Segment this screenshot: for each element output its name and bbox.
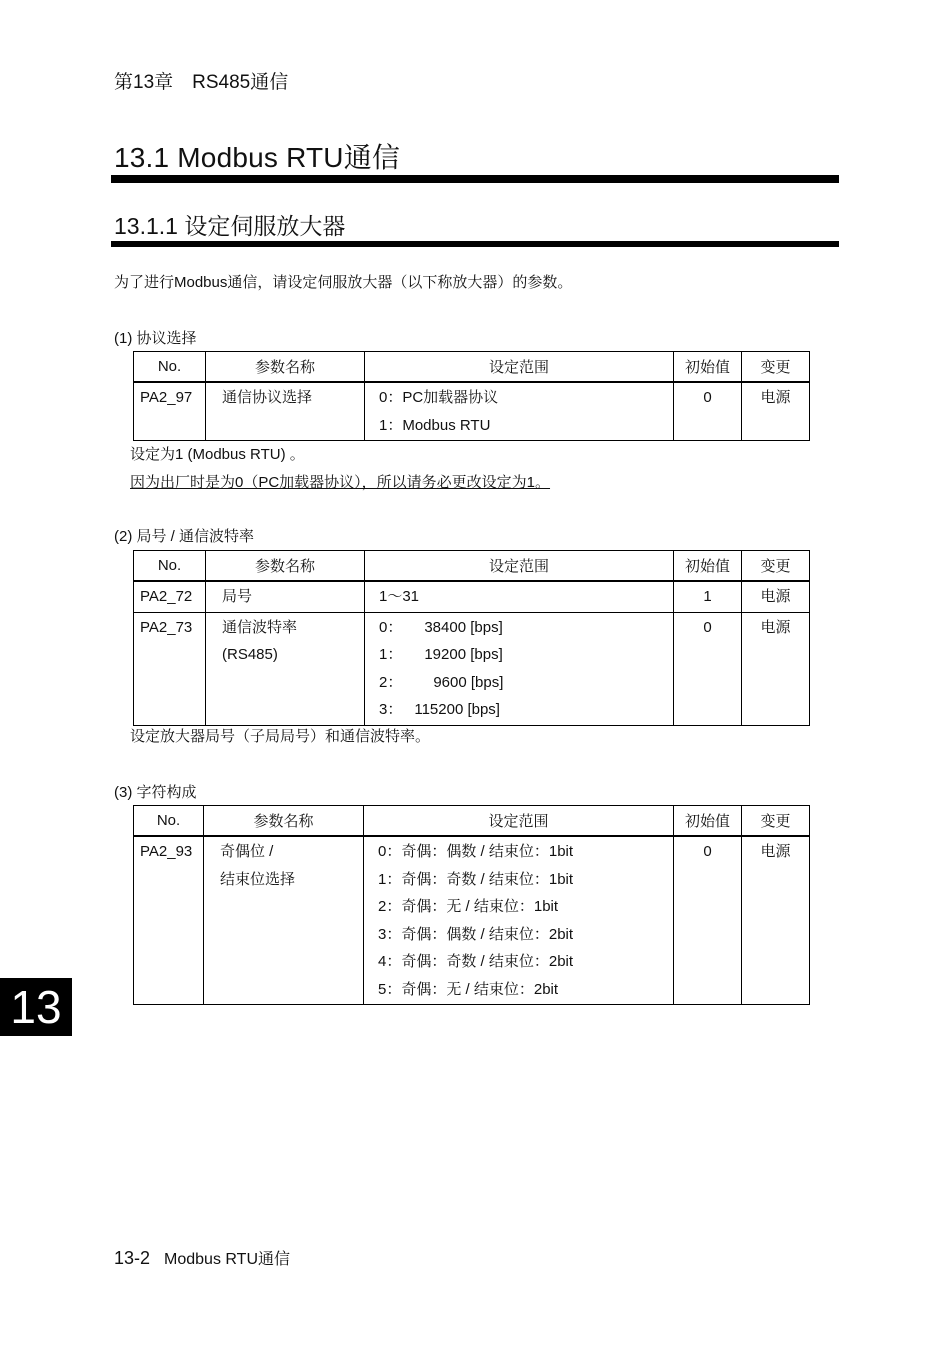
col-header-initial: 初始值	[674, 806, 742, 837]
range-key: 0：	[379, 618, 403, 636]
range-value: 9600 [bps]	[433, 673, 504, 691]
col-header-change: 变更	[742, 806, 810, 837]
param-name: 通信协议选择	[222, 389, 313, 406]
range-line: 5：奇偶：无 / 结束位：2bit	[378, 980, 559, 998]
range-key: 2：	[379, 673, 403, 691]
param-no: PA2_93	[140, 843, 193, 860]
page-number: 13-2	[114, 1248, 151, 1268]
range-line: 1～31	[379, 588, 420, 605]
item2-heading: (2) 局号 / 通信波特率	[114, 528, 255, 545]
range-line	[379, 696, 672, 724]
page-footer	[114, 1246, 290, 1269]
initial-value: 1	[703, 588, 712, 605]
item3-heading: (3) 字符构成	[114, 784, 197, 801]
col-header-range: 设定范围	[365, 551, 674, 582]
section-title: 13.1 Modbus RTU通信	[114, 142, 401, 173]
item1-note: 设定为1 (Modbus RTU) 。	[130, 446, 305, 463]
range-line	[379, 669, 672, 697]
param-no: PA2_72	[140, 588, 193, 605]
range-value: 19200 [bps]	[424, 646, 503, 663]
subsection-title: 13.1.1 设定伺服放大器	[114, 213, 346, 239]
table-row	[134, 382, 810, 441]
protocol-table	[133, 351, 810, 441]
change-condition: 电源	[760, 618, 791, 636]
range-line: 0：PC加载器协议	[379, 389, 499, 406]
col-header-name: 参数名称	[204, 806, 364, 837]
range-line: 1：Modbus RTU	[379, 416, 491, 434]
param-no: PA2_73	[140, 618, 193, 636]
initial-value: 0	[703, 389, 712, 406]
range-line: 0：奇偶：偶数 / 结束位：1bit	[378, 843, 574, 860]
col-header-name: 参数名称	[206, 352, 365, 383]
range-value: 115200 [bps]	[414, 701, 500, 718]
item1-warning-note: 因为出厂时是为0（PC加载器协议），所以请务必更改设定为1。	[130, 474, 551, 491]
col-header-name: 参数名称	[206, 551, 365, 582]
initial-value: 0	[703, 843, 712, 860]
chapter-header: 第13章 RS485通信	[114, 72, 289, 93]
table-row	[134, 581, 810, 612]
col-header-change: 变更	[742, 352, 810, 383]
param-name: 局号	[222, 588, 253, 605]
range-line	[379, 641, 672, 669]
col-header-initial: 初始值	[674, 352, 742, 383]
col-header-range: 设定范围	[365, 352, 674, 383]
param-name: 通信波特率	[222, 618, 298, 636]
param-name: 奇偶位 /	[220, 843, 274, 860]
change-condition: 电源	[760, 588, 791, 605]
range-value: 38400 [bps]	[424, 618, 503, 636]
item2-note: 设定放大器局号（子局局号）和通信波特率。	[130, 728, 431, 745]
range-key: 3：	[379, 701, 403, 718]
initial-value: 0	[703, 618, 712, 636]
section-rule	[111, 175, 839, 183]
param-no: PA2_97	[140, 389, 193, 406]
subsection-rule	[111, 241, 839, 247]
col-header-change: 变更	[742, 551, 810, 582]
col-header-no: No.	[134, 806, 204, 837]
range-key: 1：	[379, 646, 403, 663]
chapter-side-tab: 13	[0, 978, 72, 1036]
range-line: 3：奇偶：偶数 / 结束位：2bit	[378, 925, 574, 943]
col-header-no: No.	[134, 352, 206, 383]
item1-heading: (1) 协议选择	[114, 330, 197, 347]
range-line	[379, 614, 672, 642]
col-header-no: No.	[134, 551, 206, 582]
range-line: 1：奇偶：奇数 / 结束位：1bit	[378, 870, 574, 888]
change-condition: 电源	[760, 389, 791, 406]
col-header-initial: 初始值	[674, 551, 742, 582]
station-baud-table	[133, 550, 810, 726]
footer-title: Modbus RTU通信	[164, 1251, 290, 1268]
change-condition: 电源	[760, 843, 791, 860]
col-header-range: 设定范围	[364, 806, 674, 837]
intro-text: 为了进行Modbus通信，请设定伺服放大器（以下称放大器）的参数。	[114, 274, 573, 291]
param-name-sub: 结束位选择	[220, 870, 296, 888]
param-name-sub: (RS485)	[222, 646, 278, 663]
char-format-table	[133, 805, 810, 1005]
table-row	[134, 836, 810, 1005]
range-line: 2：奇偶：无 / 结束位：1bit	[378, 898, 559, 915]
range-line: 4：奇偶：奇数 / 结束位：2bit	[378, 953, 574, 970]
table-row	[134, 612, 810, 725]
